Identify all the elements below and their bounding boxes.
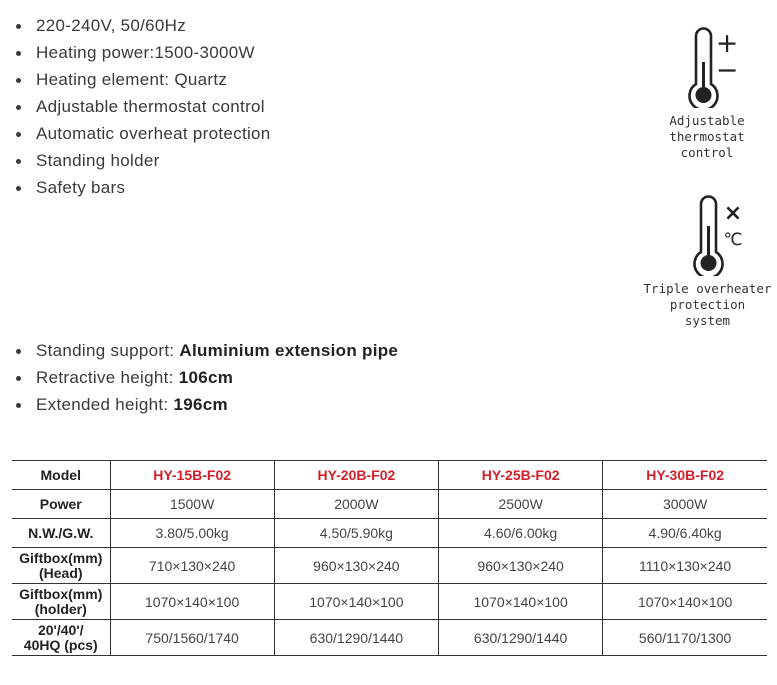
thermometer-plus-minus-icon xyxy=(672,22,742,108)
feature-item: Heating element: Quartz xyxy=(14,66,271,93)
support-spec-value: 106cm xyxy=(178,368,234,387)
table-cell: 2500W xyxy=(439,490,603,519)
row-label: 20'/40'/ 40HQ (pcs) xyxy=(12,620,110,656)
celsius-icon: ℃ xyxy=(722,230,743,250)
support-spec-item xyxy=(14,337,398,364)
table-cell: 4.60/6.00kg xyxy=(439,519,603,548)
feature-item: Safety bars xyxy=(14,174,271,201)
model-name: HY-25B-F02 xyxy=(439,461,603,490)
thermostat-caption: Adjustable thermostat control xyxy=(669,113,745,160)
row-label: N.W./G.W. xyxy=(12,519,110,548)
support-spec-item xyxy=(14,391,398,418)
feature-item: 220-240V, 50/60Hz xyxy=(14,12,271,39)
table-cell: 1070×140×100 xyxy=(603,584,767,620)
minus-icon: − xyxy=(715,55,739,86)
support-spec-label: Retractive height: xyxy=(36,368,179,387)
overheat-caption: Triple overheater protection system xyxy=(643,281,772,328)
table-cell: 1070×140×100 xyxy=(110,584,274,620)
table-row xyxy=(12,584,767,620)
table-row xyxy=(12,620,767,656)
table-cell: 1110×130×240 xyxy=(603,548,767,584)
feature-list xyxy=(14,12,271,201)
table-cell: 750/1560/1740 xyxy=(110,620,274,656)
support-spec-item xyxy=(14,364,398,391)
model-name: HY-15B-F02 xyxy=(110,461,274,490)
table-cell: 960×130×240 xyxy=(274,548,438,584)
thermometer-cross-celsius-icon xyxy=(673,190,743,276)
table-cell: 560/1170/1300 xyxy=(603,620,767,656)
row-label: Power xyxy=(12,490,110,519)
thermostat-feature xyxy=(652,22,762,161)
table-cell: 4.50/5.90kg xyxy=(274,519,438,548)
table-cell: 3000W xyxy=(603,490,767,519)
model-name: HY-20B-F02 xyxy=(274,461,438,490)
table-cell: 630/1290/1440 xyxy=(274,620,438,656)
row-label: Giftbox(mm) (Head) xyxy=(12,548,110,584)
support-spec-list xyxy=(14,337,398,418)
feature-item: Heating power:1500-3000W xyxy=(14,39,271,66)
table-row xyxy=(12,519,767,548)
table-cell: 960×130×240 xyxy=(439,548,603,584)
support-spec-label: Extended height: xyxy=(36,395,174,414)
table-cell: 4.90/6.40kg xyxy=(603,519,767,548)
table-cell: 1070×140×100 xyxy=(439,584,603,620)
feature-item: Adjustable thermostat control xyxy=(14,93,271,120)
table-cell: 630/1290/1440 xyxy=(439,620,603,656)
support-spec-value: 196cm xyxy=(173,395,228,414)
table-row xyxy=(12,490,767,519)
model-name: HY-30B-F02 xyxy=(603,461,767,490)
support-spec-label: Standing support: xyxy=(36,341,180,360)
feature-item: Standing holder xyxy=(14,147,271,174)
overheat-protection-feature xyxy=(640,190,775,329)
plus-icon: + xyxy=(715,28,739,59)
support-spec-value: Aluminium extension pipe xyxy=(179,341,399,360)
table-row xyxy=(12,548,767,584)
table-cell: 2000W xyxy=(274,490,438,519)
row-label: Giftbox(mm) (holder) xyxy=(12,584,110,620)
table-cell: 3.80/5.00kg xyxy=(110,519,274,548)
table-header-row xyxy=(12,461,767,490)
header-label: Model xyxy=(12,461,110,490)
spec-table xyxy=(12,460,767,656)
table-cell: 710×130×240 xyxy=(110,548,274,584)
cross-icon: × xyxy=(723,201,742,226)
feature-item: Automatic overheat protection xyxy=(14,120,271,147)
table-cell: 1500W xyxy=(110,490,274,519)
table-cell: 1070×140×100 xyxy=(274,584,438,620)
